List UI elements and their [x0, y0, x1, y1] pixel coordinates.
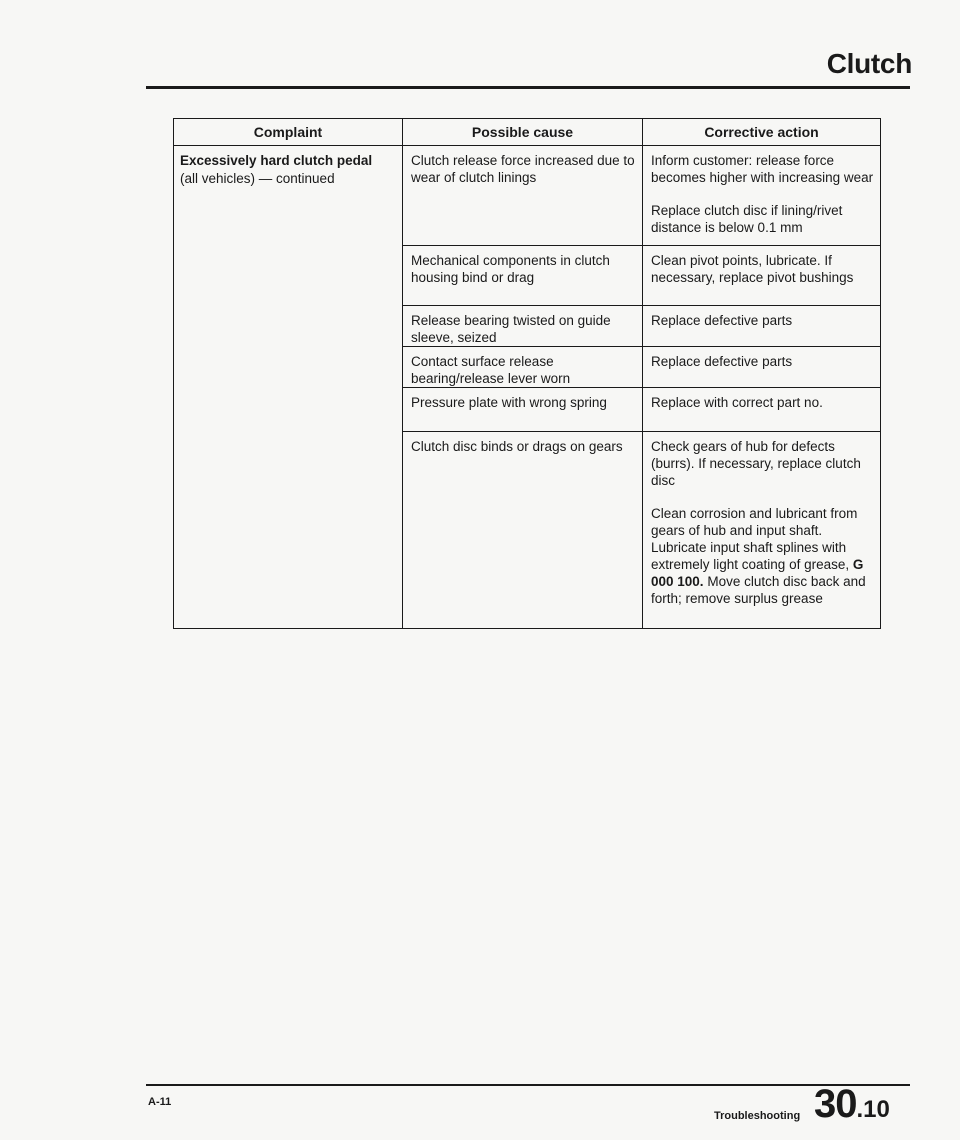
cause-item: Clutch release force increased due to wear of clutch linings	[403, 146, 642, 246]
section-code-major: 30	[814, 1082, 857, 1126]
section-code	[814, 1082, 890, 1127]
column-header-complaint: Complaint	[174, 119, 403, 146]
cause-item: Release bearing twisted on guide sleeve, seized	[403, 306, 642, 347]
complaint-subtitle: (all vehicles) — continued	[180, 171, 335, 186]
cause-item: Contact surface release bearing/release lever worn	[403, 347, 642, 388]
table-header-row	[174, 119, 881, 146]
cause-column	[403, 146, 643, 629]
column-header-action: Corrective action	[643, 119, 881, 146]
action-text: Move clutch disc back and forth; remove surplus grease	[651, 574, 866, 606]
action-text: Clean corrosion and lubricant from gears of hub and input shaft. Lubricate input shaft splines with extremely light coating of grease,	[651, 506, 858, 572]
footer-rule	[146, 1084, 910, 1086]
section-code-minor: .10	[856, 1096, 890, 1123]
column-header-cause: Possible cause	[403, 119, 643, 146]
page-title: Clutch	[826, 48, 912, 79]
section-name: Troubleshooting	[714, 1110, 801, 1122]
page-reference: A-11	[148, 1096, 172, 1108]
grease-part-number: G 000 100.	[651, 557, 864, 589]
action-group	[643, 432, 880, 628]
complaint-cell	[174, 146, 403, 629]
action-column	[643, 146, 881, 629]
action-item: Replace with correct part no.	[643, 388, 880, 432]
table-body-row	[174, 146, 881, 629]
action-group	[643, 146, 880, 246]
header-rule	[146, 86, 910, 89]
action-item: Replace defective parts	[643, 306, 880, 347]
cause-item: Clutch disc binds or drags on gears	[411, 439, 623, 454]
action-item: Inform customer: release force becomes higher with increasing wear	[651, 153, 874, 185]
action-item: Clean pivot points, lubricate. If necessary, replace pivot bushings	[643, 246, 880, 306]
cause-item: Pressure plate with wrong spring	[403, 388, 642, 432]
troubleshooting-table	[173, 118, 881, 629]
complaint-title: Excessively hard clutch pedal	[180, 153, 373, 168]
action-item: Replace defective parts	[643, 347, 880, 388]
action-item	[643, 493, 880, 611]
cause-item: Mechanical components in clutch housing bind or drag	[403, 246, 642, 306]
action-item: Replace clutch disc if lining/rivet distance is below 0.1 mm	[651, 203, 843, 235]
action-item: Check gears of hub for defects (burrs). If necessary, replace clutch disc	[651, 439, 861, 488]
